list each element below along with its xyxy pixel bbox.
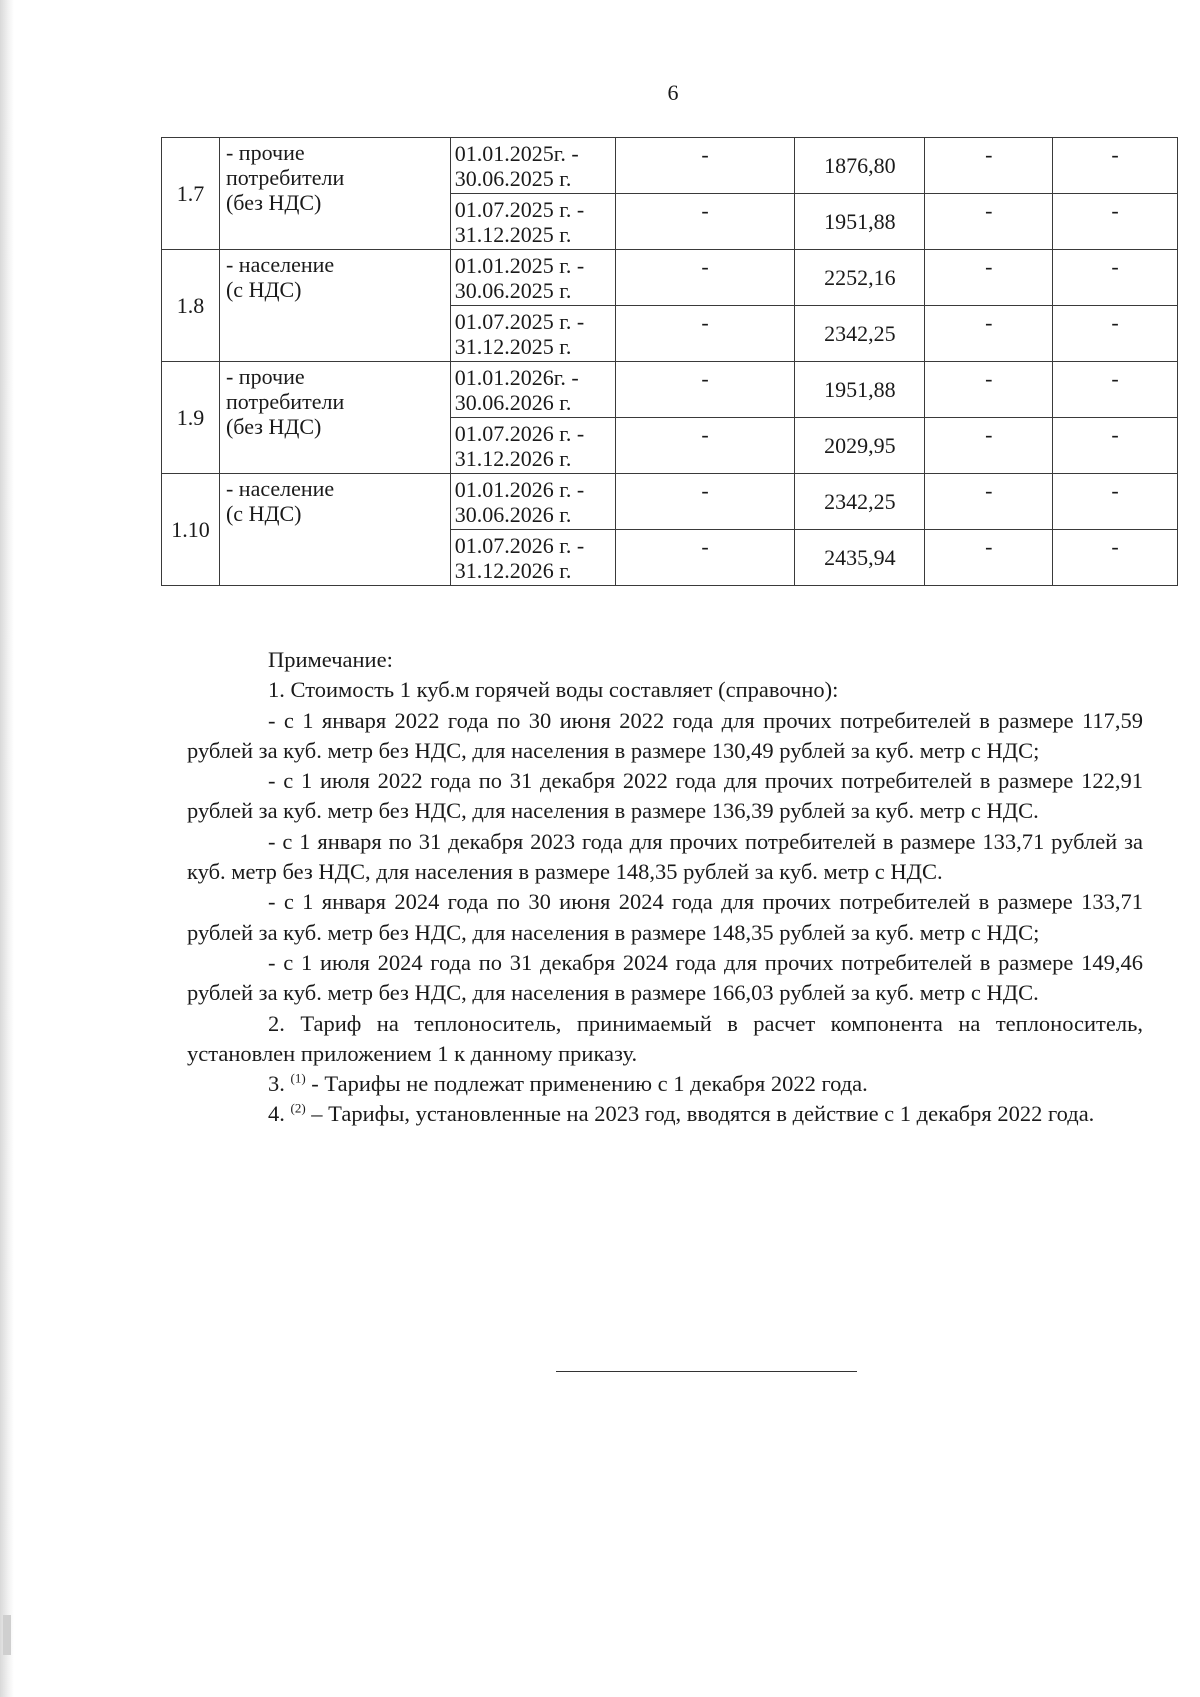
period-cell	[450, 418, 615, 474]
period-cell	[450, 250, 615, 306]
empty-value-cell: -	[1053, 306, 1178, 362]
table-row	[162, 250, 1178, 306]
row-number-cell: 1.10	[162, 474, 220, 586]
row-number-cell: 1.7	[162, 138, 220, 250]
empty-value-cell: -	[615, 418, 795, 474]
period-cell	[450, 474, 615, 530]
period-start: 01.07.2026 г. -	[454, 532, 585, 558]
empty-value-cell: -	[615, 250, 795, 306]
empty-value-cell: -	[925, 530, 1053, 586]
tariff-value-cell: 1951,88	[795, 362, 925, 418]
period-start: 01.07.2025 г. -	[454, 308, 585, 334]
end-divider-line	[556, 1371, 857, 1372]
consumer-category-cell: - прочие потребители (без НДС)	[219, 138, 450, 250]
tariff-value-cell: 2342,25	[795, 474, 925, 530]
empty-value-cell: -	[925, 418, 1053, 474]
empty-value-cell: -	[925, 474, 1053, 530]
empty-value-cell: -	[615, 474, 795, 530]
table-row	[162, 474, 1178, 530]
note-1-intro: 1. Стоимость 1 куб.м горячей воды составляет (справочно):	[268, 677, 839, 703]
period-end: 30.06.2026 г.	[454, 501, 572, 527]
note-3	[187, 1069, 1143, 1099]
note-1-period: - с 1 июля 2022 года по 31 декабря 2022 года для прочих потребителей в размере 122,91 рублей за куб. метр без НДС, для населения в размере 136,39 рублей за куб. метр с НДС.	[187, 768, 1143, 824]
empty-value-cell: -	[1053, 250, 1178, 306]
period-start: 01.07.2025 г. -	[454, 196, 585, 222]
scan-edge-mark	[3, 1615, 11, 1655]
empty-value-cell: -	[615, 194, 795, 250]
note-3-footnote-mark: (1)	[290, 1070, 306, 1086]
note-4-footnote-mark: (2)	[290, 1100, 306, 1116]
empty-value-cell: -	[1053, 530, 1178, 586]
tariff-value-cell: 2029,95	[795, 418, 925, 474]
empty-value-cell: -	[615, 306, 795, 362]
period-start: 01.01.2025 г. -	[454, 252, 585, 278]
period-start: 01.01.2026 г. -	[454, 476, 585, 502]
empty-value-cell: -	[1053, 362, 1178, 418]
empty-value-cell: -	[615, 362, 795, 418]
consumer-category-cell: - прочие потребители (без НДС)	[219, 362, 450, 474]
tariff-value-cell: 2435,94	[795, 530, 925, 586]
period-cell	[450, 138, 615, 194]
note-4	[187, 1099, 1143, 1129]
note-1-period: - с 1 января 2024 года по 30 июня 2024 года для прочих потребителей в размере 133,71 рублей за куб. метр без НДС, для населения в размере 148,35 рублей за куб. метр с НДС;	[187, 889, 1143, 945]
row-number-cell: 1.9	[162, 362, 220, 474]
period-start: 01.07.2026 г. -	[454, 420, 585, 446]
empty-value-cell: -	[925, 306, 1053, 362]
consumer-category-cell: - население (с НДС)	[219, 474, 450, 586]
note-4-prefix: 4.	[268, 1101, 291, 1127]
period-cell	[450, 194, 615, 250]
period-end: 31.12.2025 г.	[454, 221, 572, 247]
period-end: 30.06.2025 г.	[454, 165, 572, 191]
table-row	[162, 138, 1178, 194]
period-cell	[450, 306, 615, 362]
tariff-value-cell: 2252,16	[795, 250, 925, 306]
notes-section	[187, 645, 1143, 1130]
empty-value-cell: -	[925, 194, 1053, 250]
row-number-cell: 1.8	[162, 250, 220, 362]
tariff-value-cell: 2342,25	[795, 306, 925, 362]
empty-value-cell: -	[615, 138, 795, 194]
period-cell	[450, 362, 615, 418]
note-3-prefix: 3.	[268, 1071, 291, 1097]
empty-value-cell: -	[925, 250, 1053, 306]
empty-value-cell: -	[1053, 474, 1178, 530]
period-end: 30.06.2025 г.	[454, 277, 572, 303]
note-3-text: - Тарифы не подлежат применению с 1 декабря 2022 года.	[305, 1071, 868, 1097]
scan-left-edge	[0, 0, 14, 1697]
period-end: 31.12.2026 г.	[454, 557, 572, 583]
consumer-category-cell: - население (с НДС)	[219, 250, 450, 362]
period-start: 01.01.2025г. -	[454, 140, 579, 166]
note-2: 2. Тариф на теплоноситель, принимаемый в расчет компонента на теплоноситель, установлен приложением 1 к данному приказу.	[187, 1010, 1143, 1066]
empty-value-cell: -	[1053, 138, 1178, 194]
period-cell	[450, 530, 615, 586]
tariff-value-cell: 1951,88	[795, 194, 925, 250]
notes-heading: Примечание:	[268, 647, 393, 672]
period-end: 31.12.2025 г.	[454, 333, 572, 359]
tariff-table	[161, 137, 1178, 586]
note-1-period: - с 1 июля 2024 года по 31 декабря 2024 года для прочих потребителей в размере 149,46 рублей за куб. метр без НДС, для населения в размере 166,03 рублей за куб. метр с НДС.	[187, 949, 1143, 1006]
tariff-table-body	[162, 138, 1178, 586]
empty-value-cell: -	[615, 530, 795, 586]
note-1-period: - с 1 января по 31 декабря 2023 года для прочих потребителей в размере 133,71 рублей за куб. метр без НДС, для населения в размере 148,35 рублей за куб. метр с НДС.	[187, 828, 1143, 885]
table-row	[162, 362, 1178, 418]
note-1-period: - с 1 января 2022 года по 30 июня 2022 года для прочих потребителей в размере 117,59 рублей за куб. метр без НДС, для населения в размере 130,49 рублей за куб. метр с НДС;	[187, 707, 1143, 763]
empty-value-cell: -	[1053, 194, 1178, 250]
page-number: 6	[667, 80, 679, 105]
note-4-text: – Тарифы, установленные на 2023 год, вводятся в действие с 1 декабря 2022 года.	[305, 1101, 1095, 1127]
period-end: 31.12.2026 г.	[454, 445, 572, 471]
empty-value-cell: -	[1053, 418, 1178, 474]
period-end: 30.06.2026 г.	[454, 389, 572, 415]
period-start: 01.01.2026г. -	[454, 364, 579, 390]
empty-value-cell: -	[925, 362, 1053, 418]
empty-value-cell: -	[925, 138, 1053, 194]
tariff-value-cell: 1876,80	[795, 138, 925, 194]
